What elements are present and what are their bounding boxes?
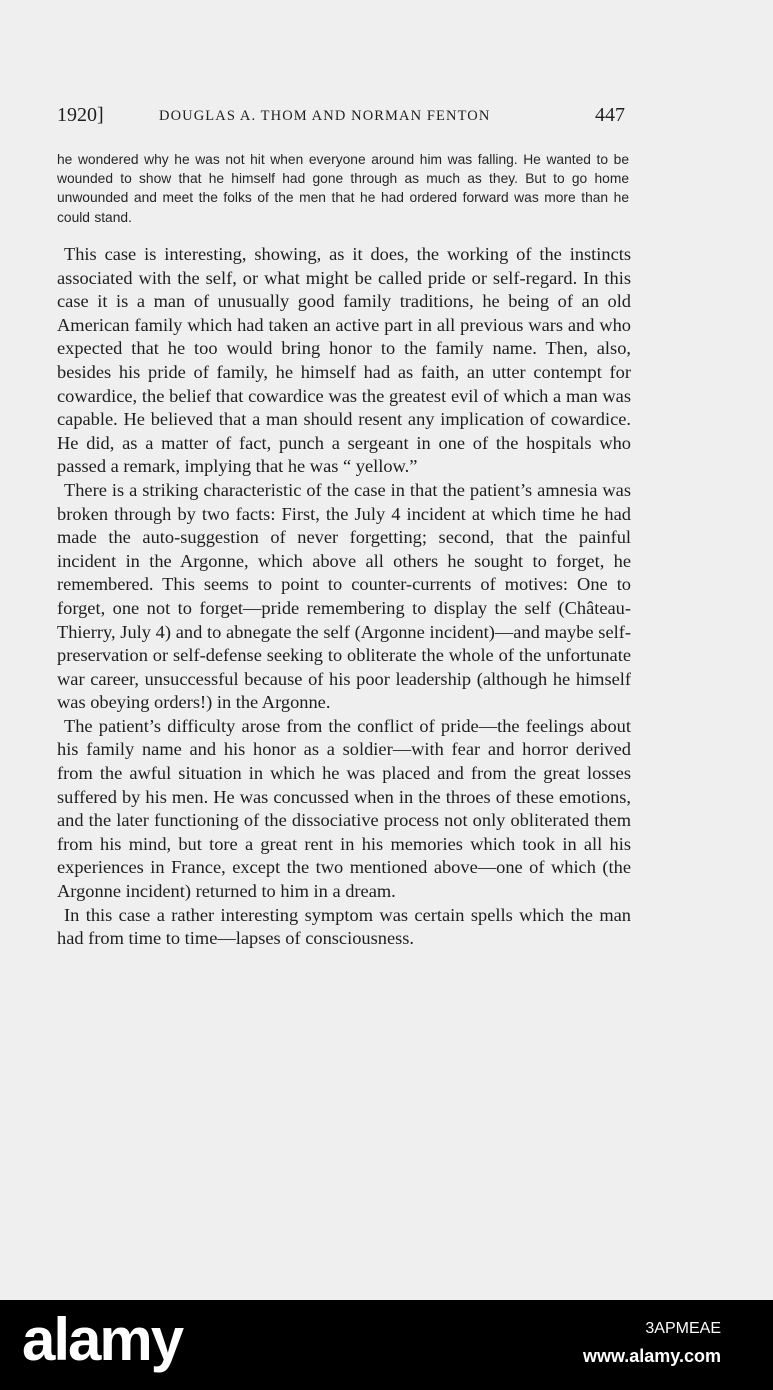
paragraph: There is a striking characteristic of the case in that the patient’s amnesia was broken through by two facts: First, the July 4 incident at which time he had made the auto-suggestion of never forgetting; second, that the painful incident in the Argonne, which above all others he sought to forget, he remembered. This seems to point to counter-currents of motives: One to forget, one not to forget—pride remembering to display the self (Château-Thierry, July 4) and to abnegate the self (Argonne incident)—and maybe self-preservation or self-defense seeking to obliterate the whole of the unfortunate war career, unsuccessful because of his poor leadership (although he himself was obeying orders!) in the Argonne. — [57, 479, 631, 713]
watermark-logo: alamy — [22, 1306, 183, 1373]
watermark-url: www.alamy.com — [582, 1346, 721, 1366]
paragraph: The patient’s difficulty arose from the conflict of pride—the feelings about his family name and his honor as a soldier—with fear and horror derived from the awful situation in which he was placed and from the great losses suffered by his men. He was concussed when in the throes of these emotions, and the later functioning of the dissociative process not only obliterated them from his mind, but tore a great rent in his memories which took in all his experiences in France, except the two mentioned above—one of which (the Argonne incident) returned to him in a dream. — [57, 715, 631, 902]
watermark-image-id: 3APMEAE — [645, 1320, 721, 1337]
header-authors: DOUGLAS A. THOM AND NORMAN FENTON — [159, 108, 491, 124]
paragraph: In this case a rather interesting symptom was certain spells which the man had from time to time—lapses of consciousness. — [57, 904, 631, 949]
case-quote: he wondered why he was not hit when everyone around him was falling. He wanted to be wounded to show that he himself had gone through as much as they. But to go home unwounded and meet the folks of the men that he had ordered forward was more than he could stand. — [57, 152, 629, 225]
paragraph: This case is interesting, showing, as it does, the working of the instincts associated with the self, or what might be called pride or self-regard. In this case it is a man of unusually good family traditions, he being of an old American family which had taken an active part in all previous wars and who expected that he too would bring honor to the family name. Then, also, besides his pride of family, he himself had as faith, an utter contempt for cowardice, the belief that cowardice was the greatest evil of which a man was capable. He believed that a man should resent any implication of cowardice. He did, as a matter of fact, punch a sergeant in one of the hospitals who passed a remark, implying that he was “ yellow.” — [57, 244, 631, 477]
page-number: 447 — [595, 104, 625, 126]
header-year: 1920] — [57, 104, 104, 126]
body-text — [57, 243, 631, 951]
running-header — [57, 104, 625, 134]
